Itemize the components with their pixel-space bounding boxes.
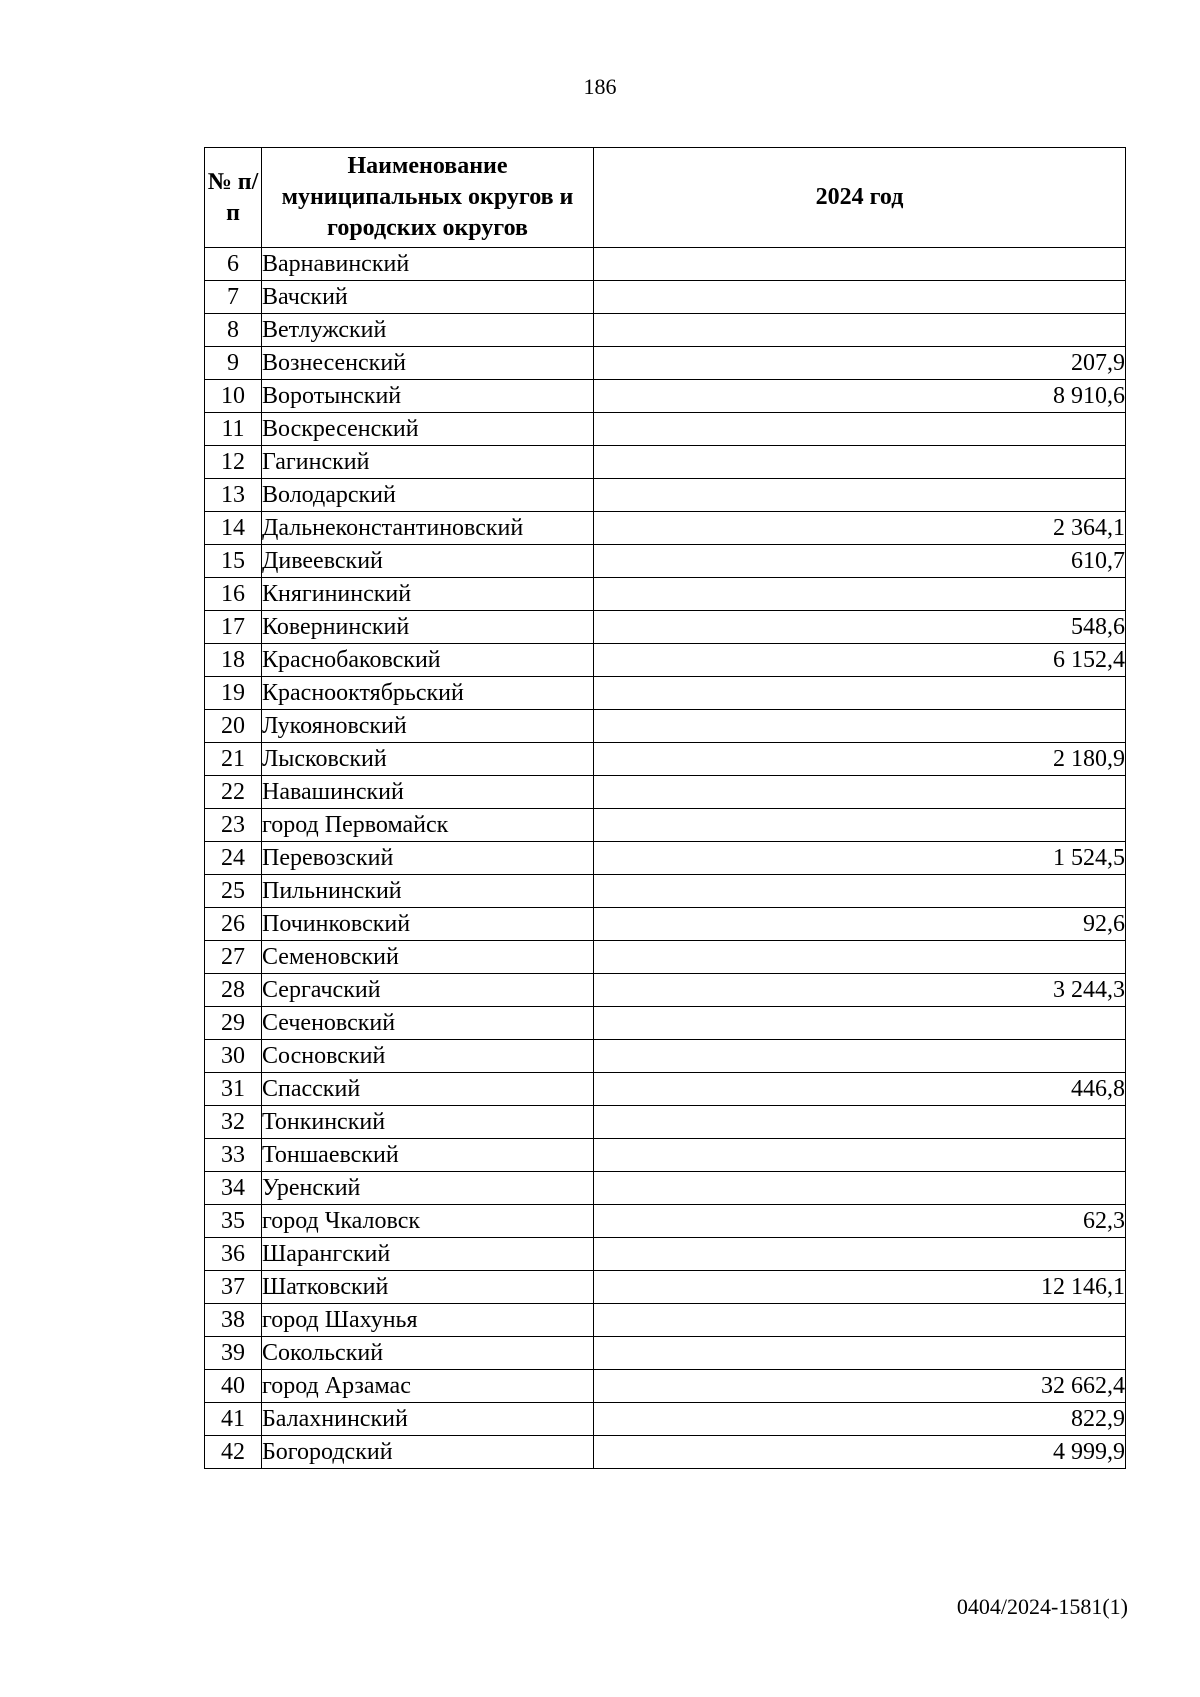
header-name: Наименование муниципальных округов и городских округов (262, 148, 594, 248)
row-number: 41 (205, 1403, 262, 1436)
municipality-name: Пильнинский (262, 875, 594, 908)
municipality-name: Тонкинский (262, 1106, 594, 1139)
row-number: 14 (205, 512, 262, 545)
table-row (205, 908, 1126, 941)
table-row (205, 611, 1126, 644)
municipality-name: город Чкаловск (262, 1205, 594, 1238)
municipality-name: Дальнеконстантиновский (262, 512, 594, 545)
table-row (205, 1436, 1126, 1469)
table-row (205, 1238, 1126, 1271)
row-number: 38 (205, 1304, 262, 1337)
municipality-name: Шатковский (262, 1271, 594, 1304)
value-2024: 446,8 (594, 1073, 1126, 1106)
table-row (205, 413, 1126, 446)
value-2024 (594, 1007, 1126, 1040)
municipality-name: город Арзамас (262, 1370, 594, 1403)
municipality-name: Лукояновский (262, 710, 594, 743)
row-number: 15 (205, 545, 262, 578)
row-number: 31 (205, 1073, 262, 1106)
table-row (205, 248, 1126, 281)
row-number: 34 (205, 1172, 262, 1205)
municipality-name: Перевозский (262, 842, 594, 875)
value-2024: 207,9 (594, 347, 1126, 380)
table-row (205, 446, 1126, 479)
table-row (205, 1337, 1126, 1370)
municipality-name: Воротынский (262, 380, 594, 413)
row-number: 25 (205, 875, 262, 908)
page-number: 186 (583, 74, 617, 99)
value-2024: 62,3 (594, 1205, 1126, 1238)
value-2024 (594, 314, 1126, 347)
value-2024 (594, 1172, 1126, 1205)
table-row (205, 1106, 1126, 1139)
table-row (205, 1205, 1126, 1238)
value-2024: 32 662,4 (594, 1370, 1126, 1403)
table-row (205, 1403, 1126, 1436)
row-number: 28 (205, 974, 262, 1007)
document-code: 0404/2024-1581(1) (956, 1594, 1128, 1619)
municipality-name: Краснооктябрьский (262, 677, 594, 710)
row-number: 20 (205, 710, 262, 743)
table-row (205, 380, 1126, 413)
municipality-name: Сергачский (262, 974, 594, 1007)
table-row (205, 545, 1126, 578)
row-number: 32 (205, 1106, 262, 1139)
table-row (205, 677, 1126, 710)
value-2024 (594, 1337, 1126, 1370)
municipality-name: Навашинский (262, 776, 594, 809)
row-number: 18 (205, 644, 262, 677)
value-2024 (594, 1304, 1126, 1337)
municipality-name: Варнавинский (262, 248, 594, 281)
table-row (205, 512, 1126, 545)
municipality-name: Балахнинский (262, 1403, 594, 1436)
header-row (205, 148, 1126, 248)
value-2024 (594, 776, 1126, 809)
table-row (205, 776, 1126, 809)
row-number: 7 (205, 281, 262, 314)
table-row (205, 941, 1126, 974)
municipality-name: Дивеевский (262, 545, 594, 578)
value-2024: 2 364,1 (594, 512, 1126, 545)
value-2024 (594, 1238, 1126, 1271)
header-year: 2024 год (594, 148, 1126, 248)
municipality-name: Богородский (262, 1436, 594, 1469)
municipality-name: Уренский (262, 1172, 594, 1205)
value-2024: 4 999,9 (594, 1436, 1126, 1469)
value-2024: 822,9 (594, 1403, 1126, 1436)
value-2024 (594, 1106, 1126, 1139)
municipality-name: Лысковский (262, 743, 594, 776)
municipality-name: Воскресенский (262, 413, 594, 446)
municipality-name: Ковернинский (262, 611, 594, 644)
value-2024 (594, 1040, 1126, 1073)
municipality-name: Княгининский (262, 578, 594, 611)
table-header (205, 148, 1126, 248)
table-body (205, 248, 1126, 1469)
table-row (205, 710, 1126, 743)
table-row (205, 578, 1126, 611)
value-2024: 3 244,3 (594, 974, 1126, 1007)
municipality-name: Ветлужский (262, 314, 594, 347)
table-row (205, 1139, 1126, 1172)
row-number: 9 (205, 347, 262, 380)
row-number: 12 (205, 446, 262, 479)
municipality-name: Краснобаковский (262, 644, 594, 677)
table-row (205, 1172, 1126, 1205)
value-2024 (594, 875, 1126, 908)
row-number: 30 (205, 1040, 262, 1073)
row-number: 19 (205, 677, 262, 710)
row-number: 22 (205, 776, 262, 809)
row-number: 23 (205, 809, 262, 842)
row-number: 42 (205, 1436, 262, 1469)
row-number: 13 (205, 479, 262, 512)
table-row (205, 1073, 1126, 1106)
table-row (205, 479, 1126, 512)
municipality-name: Шарангский (262, 1238, 594, 1271)
row-number: 11 (205, 413, 262, 446)
table-row (205, 314, 1126, 347)
value-2024 (594, 248, 1126, 281)
row-number: 35 (205, 1205, 262, 1238)
table-row (205, 842, 1126, 875)
row-number: 36 (205, 1238, 262, 1271)
municipality-name: Вознесенский (262, 347, 594, 380)
table-row (205, 809, 1126, 842)
municipality-name: Сосновский (262, 1040, 594, 1073)
value-2024 (594, 578, 1126, 611)
value-2024 (594, 941, 1126, 974)
row-number: 26 (205, 908, 262, 941)
row-number: 37 (205, 1271, 262, 1304)
row-number: 27 (205, 941, 262, 974)
row-number: 29 (205, 1007, 262, 1040)
value-2024 (594, 677, 1126, 710)
table-row (205, 1271, 1126, 1304)
row-number: 39 (205, 1337, 262, 1370)
table-row (205, 1304, 1126, 1337)
value-2024: 1 524,5 (594, 842, 1126, 875)
municipality-name: Вачский (262, 281, 594, 314)
municipality-name: Семеновский (262, 941, 594, 974)
table-row (205, 743, 1126, 776)
value-2024 (594, 281, 1126, 314)
row-number: 8 (205, 314, 262, 347)
municipality-name: Гагинский (262, 446, 594, 479)
municipality-name: Тоншаевский (262, 1139, 594, 1172)
row-number: 6 (205, 248, 262, 281)
value-2024: 548,6 (594, 611, 1126, 644)
value-2024: 92,6 (594, 908, 1126, 941)
table-row (205, 1040, 1126, 1073)
value-2024: 610,7 (594, 545, 1126, 578)
row-number: 33 (205, 1139, 262, 1172)
row-number: 40 (205, 1370, 262, 1403)
value-2024: 2 180,9 (594, 743, 1126, 776)
row-number: 10 (205, 380, 262, 413)
municipality-name: Володарский (262, 479, 594, 512)
table-row (205, 1370, 1126, 1403)
value-2024 (594, 479, 1126, 512)
allocation-table (204, 147, 1126, 1469)
header-number: № п/п (205, 148, 262, 248)
table-row (205, 1007, 1126, 1040)
value-2024 (594, 710, 1126, 743)
value-2024 (594, 413, 1126, 446)
table-row (205, 644, 1126, 677)
municipality-name: Починковский (262, 908, 594, 941)
municipality-name: Сокольский (262, 1337, 594, 1370)
municipality-name: Спасский (262, 1073, 594, 1106)
value-2024: 12 146,1 (594, 1271, 1126, 1304)
table-row (205, 875, 1126, 908)
municipality-name: город Шахунья (262, 1304, 594, 1337)
row-number: 17 (205, 611, 262, 644)
value-2024 (594, 1139, 1126, 1172)
municipality-name: Сеченовский (262, 1007, 594, 1040)
value-2024: 8 910,6 (594, 380, 1126, 413)
value-2024 (594, 809, 1126, 842)
value-2024: 6 152,4 (594, 644, 1126, 677)
table-row (205, 347, 1126, 380)
value-2024 (594, 446, 1126, 479)
row-number: 24 (205, 842, 262, 875)
row-number: 21 (205, 743, 262, 776)
row-number: 16 (205, 578, 262, 611)
municipality-name: город Первомайск (262, 809, 594, 842)
table-row (205, 281, 1126, 314)
table-row (205, 974, 1126, 1007)
